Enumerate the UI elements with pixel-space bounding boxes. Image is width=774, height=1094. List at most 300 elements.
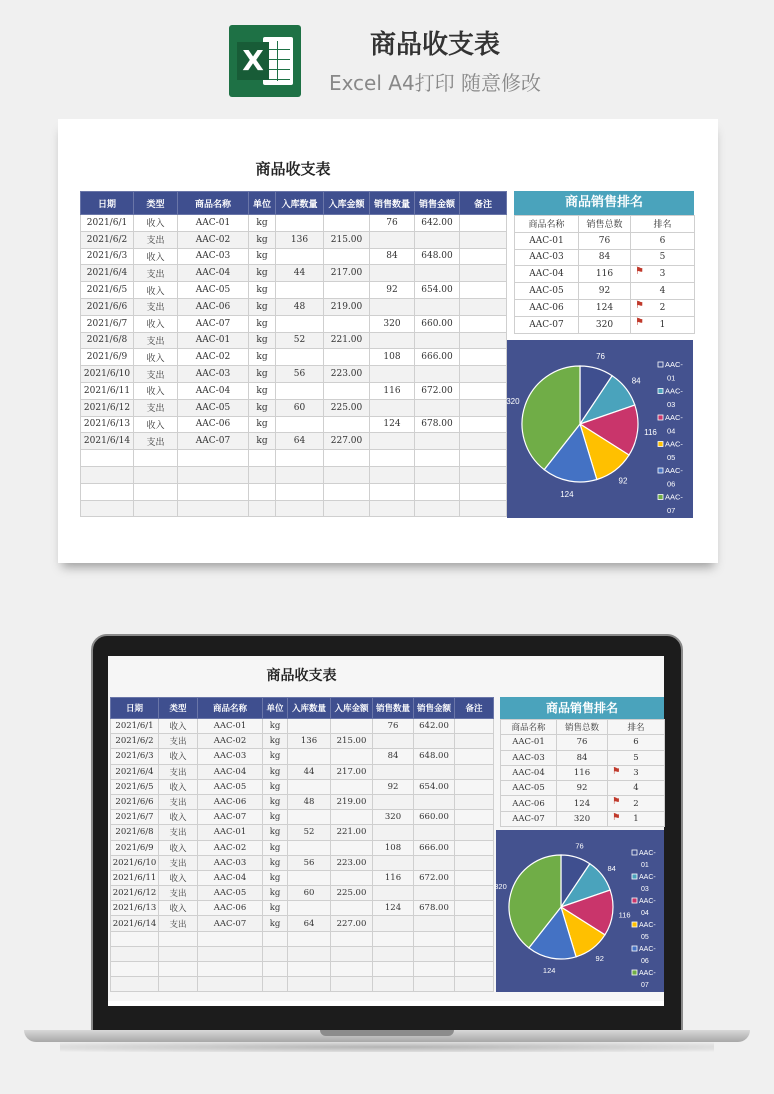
table-cell[interactable]: 64 <box>288 916 331 931</box>
table-cell[interactable]: 支出 <box>159 794 198 809</box>
table-cell[interactable]: 44 <box>288 764 331 779</box>
table-cell[interactable]: AAC-07 <box>198 916 263 931</box>
table-cell[interactable] <box>81 483 134 500</box>
table-cell[interactable]: 收入 <box>134 349 178 366</box>
table-cell[interactable]: 2021/6/14 <box>111 916 159 931</box>
table-cell[interactable] <box>455 886 494 901</box>
table-cell[interactable] <box>460 298 507 315</box>
table-cell[interactable]: kg <box>249 282 276 299</box>
table-cell[interactable] <box>111 977 159 992</box>
table-cell[interactable] <box>249 450 276 467</box>
table-cell[interactable]: 2021/6/11 <box>81 382 134 399</box>
table-cell[interactable]: 56 <box>276 366 324 383</box>
table-cell[interactable]: 642.00 <box>414 719 455 734</box>
table-cell[interactable] <box>414 931 455 946</box>
table-cell[interactable] <box>331 779 373 794</box>
table-cell[interactable]: 648.00 <box>415 248 460 265</box>
table-cell[interactable]: kg <box>249 315 276 332</box>
table-cell[interactable]: kg <box>249 366 276 383</box>
table-cell[interactable] <box>370 466 415 483</box>
table-cell[interactable]: 支出 <box>134 231 178 248</box>
table-cell[interactable]: kg <box>249 215 276 232</box>
table-cell[interactable] <box>455 855 494 870</box>
table-cell[interactable] <box>263 962 288 977</box>
table-cell[interactable]: kg <box>263 916 288 931</box>
table-cell[interactable]: 收入 <box>134 248 178 265</box>
table-cell[interactable]: 2021/6/5 <box>81 282 134 299</box>
table-cell[interactable] <box>415 265 460 282</box>
table-cell[interactable] <box>370 265 415 282</box>
table-cell[interactable]: kg <box>249 332 276 349</box>
table-cell[interactable]: kg <box>249 382 276 399</box>
table-cell[interactable]: AAC-01 <box>178 215 249 232</box>
table-cell[interactable] <box>288 962 331 977</box>
table-cell[interactable]: 2021/6/8 <box>81 332 134 349</box>
table-cell[interactable] <box>331 977 373 992</box>
table-cell[interactable]: 678.00 <box>415 416 460 433</box>
table-cell[interactable] <box>414 855 455 870</box>
table-cell[interactable] <box>324 483 370 500</box>
table-cell[interactable] <box>276 416 324 433</box>
table-cell[interactable] <box>331 810 373 825</box>
table-cell[interactable] <box>288 719 331 734</box>
table-cell[interactable]: 84 <box>370 248 415 265</box>
table-cell[interactable] <box>276 349 324 366</box>
table-cell[interactable] <box>414 794 455 809</box>
table-cell[interactable]: kg <box>263 825 288 840</box>
table-cell[interactable] <box>373 931 414 946</box>
table-cell[interactable]: 2021/6/14 <box>81 433 134 450</box>
table-cell[interactable]: 收入 <box>134 416 178 433</box>
table-cell[interactable] <box>455 779 494 794</box>
table-cell[interactable] <box>331 749 373 764</box>
table-cell[interactable]: 678.00 <box>414 901 455 916</box>
table-cell[interactable] <box>324 382 370 399</box>
table-cell[interactable] <box>159 931 198 946</box>
table-cell[interactable]: 225.00 <box>331 886 373 901</box>
table-cell[interactable]: kg <box>249 349 276 366</box>
table-cell[interactable] <box>415 332 460 349</box>
table-cell[interactable] <box>455 916 494 931</box>
table-cell[interactable]: kg <box>263 840 288 855</box>
table-cell[interactable]: kg <box>249 433 276 450</box>
table-cell[interactable]: 收入 <box>159 810 198 825</box>
table-cell[interactable]: 支出 <box>134 265 178 282</box>
table-cell[interactable]: 收入 <box>159 779 198 794</box>
table-cell[interactable]: 2021/6/4 <box>81 265 134 282</box>
table-cell[interactable] <box>288 946 331 961</box>
table-cell[interactable] <box>134 500 178 517</box>
table-cell[interactable] <box>415 466 460 483</box>
table-cell[interactable]: 2021/6/10 <box>111 855 159 870</box>
table-cell[interactable]: 660.00 <box>414 810 455 825</box>
table-cell[interactable] <box>324 215 370 232</box>
table-cell[interactable]: AAC-03 <box>178 366 249 383</box>
table-cell[interactable] <box>370 231 415 248</box>
table-cell[interactable]: 217.00 <box>331 764 373 779</box>
table-cell[interactable] <box>414 962 455 977</box>
table-cell[interactable]: kg <box>249 416 276 433</box>
table-cell[interactable]: AAC-07 <box>178 433 249 450</box>
table-cell[interactable]: 2021/6/11 <box>111 870 159 885</box>
table-cell[interactable]: 116 <box>370 382 415 399</box>
table-cell[interactable]: kg <box>263 734 288 749</box>
table-cell[interactable]: 收入 <box>159 749 198 764</box>
table-cell[interactable]: 收入 <box>159 840 198 855</box>
table-cell[interactable] <box>460 466 507 483</box>
table-cell[interactable]: 支出 <box>134 366 178 383</box>
table-cell[interactable] <box>134 450 178 467</box>
table-cell[interactable]: kg <box>263 779 288 794</box>
table-cell[interactable] <box>460 399 507 416</box>
table-cell[interactable] <box>178 500 249 517</box>
table-cell[interactable]: 672.00 <box>415 382 460 399</box>
table-cell[interactable]: 225.00 <box>324 399 370 416</box>
table-cell[interactable]: 666.00 <box>415 349 460 366</box>
table-cell[interactable]: 2021/6/1 <box>81 215 134 232</box>
table-cell[interactable] <box>370 433 415 450</box>
table-cell[interactable] <box>414 977 455 992</box>
table-cell[interactable]: 217.00 <box>324 265 370 282</box>
table-cell[interactable] <box>455 901 494 916</box>
table-cell[interactable]: 215.00 <box>331 734 373 749</box>
table-cell[interactable] <box>460 215 507 232</box>
table-cell[interactable] <box>373 962 414 977</box>
table-cell[interactable] <box>288 901 331 916</box>
table-cell[interactable]: 219.00 <box>324 298 370 315</box>
table-cell[interactable] <box>460 332 507 349</box>
table-cell[interactable]: 223.00 <box>324 366 370 383</box>
table-cell[interactable] <box>331 962 373 977</box>
table-cell[interactable] <box>455 931 494 946</box>
table-cell[interactable] <box>111 962 159 977</box>
table-cell[interactable]: 2021/6/3 <box>111 749 159 764</box>
table-cell[interactable] <box>249 483 276 500</box>
table-cell[interactable]: 2021/6/9 <box>111 840 159 855</box>
table-cell[interactable] <box>249 466 276 483</box>
table-cell[interactable]: AAC-07 <box>178 315 249 332</box>
table-cell[interactable] <box>370 298 415 315</box>
table-cell[interactable] <box>460 382 507 399</box>
table-cell[interactable] <box>276 282 324 299</box>
table-cell[interactable]: 642.00 <box>415 215 460 232</box>
table-cell[interactable]: 收入 <box>159 901 198 916</box>
table-cell[interactable] <box>370 483 415 500</box>
table-cell[interactable]: 2021/6/6 <box>111 794 159 809</box>
table-cell[interactable]: 支出 <box>159 825 198 840</box>
table-cell[interactable]: 收入 <box>134 215 178 232</box>
table-cell[interactable] <box>324 450 370 467</box>
table-cell[interactable]: AAC-01 <box>178 332 249 349</box>
table-cell[interactable] <box>263 931 288 946</box>
table-cell[interactable] <box>324 315 370 332</box>
table-cell[interactable] <box>415 399 460 416</box>
table-cell[interactable]: AAC-04 <box>198 870 263 885</box>
table-cell[interactable]: 76 <box>370 215 415 232</box>
table-cell[interactable]: AAC-07 <box>198 810 263 825</box>
table-cell[interactable]: kg <box>249 231 276 248</box>
table-cell[interactable] <box>415 450 460 467</box>
table-cell[interactable]: AAC-03 <box>198 855 263 870</box>
table-cell[interactable]: 92 <box>370 282 415 299</box>
table-cell[interactable] <box>111 946 159 961</box>
table-cell[interactable]: kg <box>263 719 288 734</box>
table-cell[interactable]: AAC-06 <box>178 416 249 433</box>
table-cell[interactable]: 221.00 <box>324 332 370 349</box>
table-cell[interactable] <box>460 282 507 299</box>
table-cell[interactable]: 320 <box>373 810 414 825</box>
table-cell[interactable] <box>331 840 373 855</box>
table-cell[interactable]: 124 <box>373 901 414 916</box>
table-cell[interactable] <box>373 855 414 870</box>
table-cell[interactable] <box>373 734 414 749</box>
table-cell[interactable]: 支出 <box>134 433 178 450</box>
table-cell[interactable]: 收入 <box>159 870 198 885</box>
table-cell[interactable] <box>276 500 324 517</box>
table-cell[interactable]: 收入 <box>134 315 178 332</box>
table-cell[interactable]: 2021/6/13 <box>111 901 159 916</box>
table-cell[interactable] <box>460 450 507 467</box>
table-cell[interactable]: 2021/6/13 <box>81 416 134 433</box>
table-cell[interactable]: 654.00 <box>415 282 460 299</box>
table-cell[interactable] <box>159 946 198 961</box>
table-cell[interactable] <box>415 500 460 517</box>
table-cell[interactable]: AAC-05 <box>198 779 263 794</box>
table-cell[interactable] <box>198 931 263 946</box>
table-cell[interactable]: 221.00 <box>331 825 373 840</box>
table-cell[interactable]: kg <box>263 870 288 885</box>
table-cell[interactable]: 223.00 <box>331 855 373 870</box>
table-cell[interactable] <box>415 231 460 248</box>
table-cell[interactable] <box>276 315 324 332</box>
table-cell[interactable]: 320 <box>370 315 415 332</box>
table-cell[interactable]: AAC-01 <box>198 719 263 734</box>
table-cell[interactable]: 48 <box>288 794 331 809</box>
table-cell[interactable] <box>276 215 324 232</box>
table-cell[interactable]: 648.00 <box>414 749 455 764</box>
table-cell[interactable] <box>331 901 373 916</box>
table-cell[interactable]: 84 <box>373 749 414 764</box>
table-cell[interactable]: 76 <box>373 719 414 734</box>
table-cell[interactable] <box>81 500 134 517</box>
table-cell[interactable]: 支出 <box>134 332 178 349</box>
table-cell[interactable]: 227.00 <box>331 916 373 931</box>
table-cell[interactable]: 48 <box>276 298 324 315</box>
table-cell[interactable] <box>276 450 324 467</box>
table-cell[interactable] <box>159 962 198 977</box>
table-cell[interactable]: AAC-02 <box>178 349 249 366</box>
table-cell[interactable]: 44 <box>276 265 324 282</box>
table-cell[interactable]: kg <box>249 265 276 282</box>
table-cell[interactable]: AAC-02 <box>198 840 263 855</box>
table-cell[interactable]: 52 <box>276 332 324 349</box>
table-cell[interactable]: AAC-04 <box>198 764 263 779</box>
table-cell[interactable] <box>373 916 414 931</box>
table-cell[interactable] <box>324 349 370 366</box>
table-cell[interactable]: 56 <box>288 855 331 870</box>
table-cell[interactable]: 116 <box>373 870 414 885</box>
table-cell[interactable]: kg <box>263 886 288 901</box>
table-cell[interactable] <box>263 977 288 992</box>
table-cell[interactable] <box>263 946 288 961</box>
table-cell[interactable]: AAC-05 <box>178 282 249 299</box>
table-cell[interactable]: 2021/6/7 <box>81 315 134 332</box>
table-cell[interactable] <box>373 977 414 992</box>
table-cell[interactable]: 660.00 <box>415 315 460 332</box>
table-cell[interactable] <box>460 231 507 248</box>
table-cell[interactable] <box>276 466 324 483</box>
table-cell[interactable]: AAC-02 <box>178 231 249 248</box>
table-cell[interactable] <box>288 810 331 825</box>
table-cell[interactable]: 215.00 <box>324 231 370 248</box>
table-cell[interactable] <box>276 483 324 500</box>
table-cell[interactable]: 666.00 <box>414 840 455 855</box>
table-cell[interactable]: AAC-02 <box>198 734 263 749</box>
table-cell[interactable] <box>331 870 373 885</box>
table-cell[interactable]: AAC-04 <box>178 265 249 282</box>
table-cell[interactable] <box>373 886 414 901</box>
table-cell[interactable] <box>455 764 494 779</box>
table-cell[interactable]: 2021/6/8 <box>111 825 159 840</box>
table-cell[interactable]: 收入 <box>134 282 178 299</box>
table-cell[interactable]: AAC-05 <box>178 399 249 416</box>
table-cell[interactable]: 支出 <box>159 764 198 779</box>
table-cell[interactable]: AAC-05 <box>198 886 263 901</box>
table-cell[interactable]: 支出 <box>159 886 198 901</box>
table-cell[interactable]: 654.00 <box>414 779 455 794</box>
table-cell[interactable]: kg <box>263 855 288 870</box>
table-cell[interactable]: 219.00 <box>331 794 373 809</box>
table-cell[interactable] <box>288 977 331 992</box>
table-cell[interactable]: kg <box>263 749 288 764</box>
table-cell[interactable] <box>331 719 373 734</box>
table-cell[interactable]: 2021/6/2 <box>111 734 159 749</box>
table-cell[interactable] <box>370 450 415 467</box>
table-cell[interactable]: 52 <box>288 825 331 840</box>
table-cell[interactable]: 124 <box>370 416 415 433</box>
table-cell[interactable]: 收入 <box>159 719 198 734</box>
table-cell[interactable] <box>460 416 507 433</box>
table-cell[interactable] <box>324 500 370 517</box>
table-cell[interactable] <box>81 450 134 467</box>
table-cell[interactable] <box>370 332 415 349</box>
table-cell[interactable] <box>455 840 494 855</box>
table-cell[interactable]: AAC-03 <box>198 749 263 764</box>
table-cell[interactable]: 108 <box>370 349 415 366</box>
table-cell[interactable] <box>373 764 414 779</box>
table-cell[interactable] <box>373 946 414 961</box>
table-cell[interactable] <box>288 931 331 946</box>
table-cell[interactable] <box>178 483 249 500</box>
table-cell[interactable] <box>455 719 494 734</box>
table-cell[interactable]: kg <box>249 248 276 265</box>
table-cell[interactable] <box>455 794 494 809</box>
table-cell[interactable]: 2021/6/5 <box>111 779 159 794</box>
table-cell[interactable] <box>178 450 249 467</box>
table-cell[interactable]: 2021/6/10 <box>81 366 134 383</box>
table-cell[interactable] <box>249 500 276 517</box>
table-cell[interactable] <box>460 500 507 517</box>
table-cell[interactable] <box>415 483 460 500</box>
table-cell[interactable] <box>460 433 507 450</box>
table-cell[interactable] <box>460 349 507 366</box>
table-cell[interactable] <box>373 794 414 809</box>
table-cell[interactable]: 支出 <box>159 916 198 931</box>
table-cell[interactable]: 2021/6/3 <box>81 248 134 265</box>
table-cell[interactable]: 2021/6/12 <box>81 399 134 416</box>
table-cell[interactable] <box>134 466 178 483</box>
table-cell[interactable]: 108 <box>373 840 414 855</box>
table-cell[interactable]: AAC-03 <box>178 248 249 265</box>
table-cell[interactable]: AAC-06 <box>178 298 249 315</box>
table-cell[interactable] <box>455 962 494 977</box>
table-cell[interactable] <box>373 825 414 840</box>
table-cell[interactable] <box>460 248 507 265</box>
table-cell[interactable]: AAC-01 <box>198 825 263 840</box>
table-cell[interactable]: 2021/6/2 <box>81 231 134 248</box>
table-cell[interactable]: 收入 <box>134 382 178 399</box>
table-cell[interactable] <box>81 466 134 483</box>
table-cell[interactable] <box>414 916 455 931</box>
table-cell[interactable] <box>288 870 331 885</box>
table-cell[interactable]: AAC-06 <box>198 794 263 809</box>
table-cell[interactable] <box>178 466 249 483</box>
table-cell[interactable] <box>414 886 455 901</box>
table-cell[interactable]: 2021/6/6 <box>81 298 134 315</box>
table-cell[interactable] <box>276 248 324 265</box>
table-cell[interactable]: kg <box>249 399 276 416</box>
table-cell[interactable]: 支出 <box>134 399 178 416</box>
table-cell[interactable] <box>370 366 415 383</box>
table-cell[interactable]: 2021/6/4 <box>111 764 159 779</box>
table-cell[interactable] <box>414 734 455 749</box>
table-cell[interactable] <box>455 870 494 885</box>
table-cell[interactable] <box>276 382 324 399</box>
table-cell[interactable] <box>455 946 494 961</box>
table-cell[interactable] <box>370 399 415 416</box>
table-cell[interactable] <box>455 825 494 840</box>
table-cell[interactable] <box>331 946 373 961</box>
table-cell[interactable]: 64 <box>276 433 324 450</box>
table-cell[interactable] <box>415 433 460 450</box>
table-cell[interactable] <box>414 946 455 961</box>
table-cell[interactable]: AAC-04 <box>178 382 249 399</box>
table-cell[interactable]: kg <box>249 298 276 315</box>
table-cell[interactable] <box>324 466 370 483</box>
table-cell[interactable] <box>198 946 263 961</box>
table-cell[interactable] <box>460 265 507 282</box>
table-cell[interactable] <box>460 483 507 500</box>
table-cell[interactable]: kg <box>263 794 288 809</box>
table-cell[interactable] <box>415 366 460 383</box>
table-cell[interactable] <box>288 840 331 855</box>
table-cell[interactable]: 2021/6/1 <box>111 719 159 734</box>
table-cell[interactable]: 2021/6/7 <box>111 810 159 825</box>
table-cell[interactable] <box>198 962 263 977</box>
table-cell[interactable]: kg <box>263 764 288 779</box>
table-cell[interactable]: 92 <box>373 779 414 794</box>
table-cell[interactable]: 672.00 <box>414 870 455 885</box>
table-cell[interactable]: kg <box>263 901 288 916</box>
table-cell[interactable] <box>111 931 159 946</box>
table-cell[interactable]: AAC-06 <box>198 901 263 916</box>
table-cell[interactable]: 支出 <box>134 298 178 315</box>
table-cell[interactable]: 支出 <box>159 734 198 749</box>
table-cell[interactable]: 60 <box>276 399 324 416</box>
table-cell[interactable]: 2021/6/9 <box>81 349 134 366</box>
table-cell[interactable] <box>134 483 178 500</box>
table-cell[interactable] <box>460 315 507 332</box>
